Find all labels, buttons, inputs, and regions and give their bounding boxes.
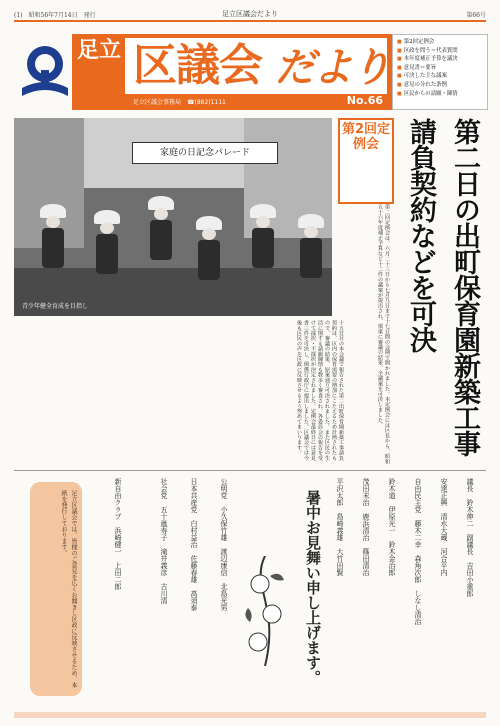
photo-caption: 青少年健全育成を目指し bbox=[22, 303, 89, 310]
issue-number: 第66号 bbox=[466, 12, 486, 19]
band-member-face bbox=[304, 226, 318, 238]
adachi-emblem-icon bbox=[18, 40, 72, 106]
band-member-face bbox=[202, 228, 216, 240]
publisher-line: 足立区議会事務局 ☎(882)1111 bbox=[133, 99, 226, 106]
toc-item[interactable]: ■ 本年度補正予算を議決 bbox=[397, 55, 487, 64]
member-column: 議長 鈴木伸二 副議長 吉田小重郎 bbox=[466, 478, 474, 597]
notice-box bbox=[30, 482, 82, 696]
issue-date: (1) 昭和56年7月14日 発行 bbox=[14, 12, 96, 19]
top-strip bbox=[14, 8, 486, 20]
morning-glory-icon bbox=[240, 556, 290, 666]
paper-name: 足立区議会だより bbox=[222, 10, 278, 18]
toc-item[interactable]: ■ 第2回定例会 bbox=[397, 38, 487, 47]
band-member-face bbox=[46, 216, 60, 228]
member-column: 自由民主党 藤木二幸 森角次郎 しなし清治 bbox=[414, 478, 422, 625]
band-member-body bbox=[96, 234, 118, 274]
member-column: 新自由クラブ 浜崎健一 上田二郎 bbox=[114, 478, 122, 590]
member-column: 安達正興 清水大蔵 河合平内 bbox=[440, 478, 448, 576]
band-member-face bbox=[256, 216, 270, 228]
title-dayori: だより bbox=[275, 45, 389, 91]
session-box bbox=[338, 118, 394, 204]
toc-item[interactable]: ■ 可決した主な議案 bbox=[397, 72, 487, 81]
member-column: 日本共産党 白村益治 佐藤春雄 高須泰 bbox=[190, 478, 198, 611]
notice-text: 足立区議会では、皆様のご意見を広くお聞きし区政に反映させるため、本紙を発行しております。 bbox=[60, 490, 77, 688]
parade-banner: 家庭の日記念パレード bbox=[132, 142, 278, 164]
summer-greeting: 暑中お見舞い申し上げます。 bbox=[304, 490, 322, 685]
toc-item[interactable]: ■ 意見書＝要旨 bbox=[397, 64, 487, 73]
band-member-body bbox=[300, 238, 322, 278]
top-rule bbox=[14, 20, 486, 22]
masthead-title bbox=[125, 38, 387, 94]
masthead-banner bbox=[72, 34, 392, 110]
session-title: 第2回定例会 bbox=[341, 122, 391, 152]
member-column: 社会党 五十嵐寿子 滝井義彦 古川清 bbox=[160, 478, 168, 604]
toc-item[interactable]: ■ 意見の分れた条例 bbox=[397, 81, 487, 90]
toc-item[interactable]: ■ 区政を問う＝代表質問 bbox=[397, 47, 487, 56]
member-column: 公明党 小久保竹雄 渡辺康信 北島光男 bbox=[220, 478, 228, 611]
main-article-text: 十五日目の本会議で報告された第二出町保育園新築工事請負契約は、区内の保育需要の増加にこたえるため計画されたもので、審議の結果、原案通り可決されました。また区民の生活に関する請願陳情も数多く審査され、各委員会の報告を受けて採択・不採択が決定されました。定例会最終日には意見書三件を可決し、関係行政庁に提出しました。区議会では今後も区民の声を区政に反映させるよう努めてまいります。 bbox=[296, 320, 344, 461]
band-member-body bbox=[150, 220, 172, 260]
band-member-body bbox=[252, 228, 274, 268]
member-column: 鈴木道 伊原光一 鈴木金治郎 bbox=[388, 478, 396, 576]
band-member-face bbox=[100, 222, 114, 234]
band-member-body bbox=[42, 228, 64, 268]
issue-badge: No.66 bbox=[346, 94, 383, 107]
member-column: 平沢太郎 島崎義雄 大竹田賢 bbox=[336, 478, 344, 576]
band-member-body bbox=[198, 240, 220, 280]
main-headline: 第二日の出町保育園新築工事請負契約などを可決 bbox=[405, 118, 480, 456]
ward-name: 足立 bbox=[77, 38, 122, 63]
band-member-face bbox=[154, 208, 168, 220]
table-of-contents bbox=[392, 34, 488, 110]
toc-item[interactable]: ■ 区民からの請願・陳情 bbox=[397, 90, 487, 99]
intro-article-text: 第二回定例会は、六月二十三日から七月九日まで十七日間の会期で開かれました。本定例会には区長から、昭和五十六年度補正予算など十二件の議案が提出され、慎重に審議の結果、全議案を可決しました。 bbox=[377, 204, 390, 464]
member-column: 茂田末治 鹿浜清治 篠田清治 bbox=[362, 478, 370, 576]
title-kugikai: 区議会 bbox=[133, 40, 262, 91]
parade-photo bbox=[14, 118, 332, 316]
footer-rule bbox=[14, 712, 486, 718]
